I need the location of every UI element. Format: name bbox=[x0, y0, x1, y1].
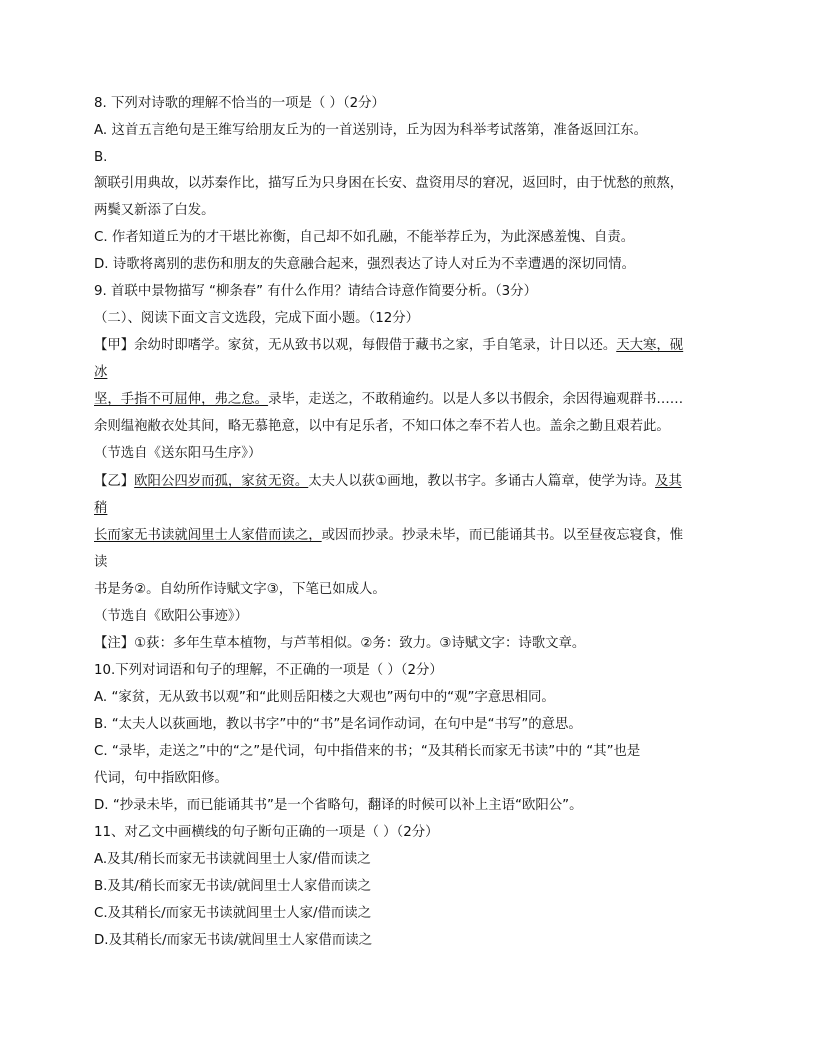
yi-source: （节选自《欧阳公事迹》） bbox=[94, 609, 248, 624]
yi-underlined-sentence-2-part1: 及其 bbox=[655, 474, 682, 489]
q8-option-d: D. 诗歌将离别的悲伤和朋友的失意融合起来，强烈表达了诗人对丘为不幸遭遇的深切同情。 bbox=[94, 257, 636, 272]
q10-stem: 10.下列对词语和句子的理解，不正确的一项是（ ）（2分） bbox=[94, 663, 443, 678]
yi-line1 bbox=[94, 472, 682, 492]
jia-source: （节选自《送东阳马生序》） bbox=[94, 446, 262, 461]
yi-underlined-sentence-1: 欧阳公四岁而孤，家贫无资。 bbox=[134, 474, 309, 489]
q10-option-b: B. “太夫人以荻画地，教以书字”中的“书”是名词作动词，在句中是“书写”的意思。 bbox=[94, 717, 582, 732]
jia-line3-text: 录毕，走送之，不敢稍逾约。以是人多以书假余，余因得遍观群书…… bbox=[268, 392, 684, 407]
yi-line3-text: 或因而抄录。抄录未毕，而已能诵其书。以至昼夜忘寝食，惟 bbox=[321, 528, 684, 543]
q8-stem: 8. 下列对诗歌的理解不恰当的一项是（ ）（2分） bbox=[94, 96, 385, 111]
q8-option-b-label: B. bbox=[94, 150, 108, 165]
yi-line5: 书是务②。自幼所作诗赋文字③，下笔已如成人。 bbox=[94, 582, 386, 597]
q10-option-c-line2: 代词，句中指欧阳修。 bbox=[94, 771, 228, 786]
q8-option-b-line2: 两鬓又新添了白发。 bbox=[94, 203, 215, 218]
q9-stem: 9. 首联中景物描写 “柳条春” 有什么作用？请结合诗意作简要分析。（3分） bbox=[94, 284, 537, 299]
jia-line1-text: 【甲】余幼时即嗜学。家贫，无从致书以观，每假借于藏书之家，手自笔录，计日以还。 bbox=[94, 338, 617, 353]
q11-stem: 11、对乙文中画横线的句子断句正确的一项是（ ）（2分） bbox=[94, 825, 439, 840]
q11-option-d: D.及其稍长/而家无书读/就闾里士人家借而读之 bbox=[94, 933, 373, 948]
jia-line3 bbox=[94, 390, 683, 410]
q8-option-b-line1: 颔联引用典故，以苏秦作比，描写丘为只身困在长安、盘资用尽的窘况，返回时，由于忧愁的煎熬， bbox=[94, 176, 684, 191]
yi-underlined-sentence-2-part3: 长而家无书读就闾里士人家借而读之， bbox=[94, 528, 322, 543]
jia-underlined-sentence-part3: 坚，手指不可屈伸，弗之怠。 bbox=[94, 392, 269, 407]
q11-option-c: C.及其稍长/而家无书读就闾里士人家/借而读之 bbox=[94, 906, 372, 921]
yi-line3 bbox=[94, 526, 683, 546]
jia-line1 bbox=[94, 336, 683, 356]
q11-option-a: A.及其/稍长而家无书读就闾里士人家/借而读之 bbox=[94, 852, 371, 867]
section2-heading: （二）、阅读下面文言文选段，完成下面小题。（12分） bbox=[94, 311, 420, 326]
q10-option-d: D. “抄录未毕，而已能诵其书”是一个省略句，翻译的时候可以补上主语“欧阳公”。 bbox=[94, 798, 583, 813]
q10-option-a: A. “家贫，无从致书以观”和“此则岳阳楼之大观也”两句中的“观”字意思相同。 bbox=[94, 690, 555, 705]
jia-underlined-sentence-part2: 冰 bbox=[94, 365, 108, 380]
yi-line4: 读 bbox=[94, 555, 108, 570]
jia-line2 bbox=[94, 363, 107, 383]
q11-option-b: B.及其/稍长而家无书读/就闾里士人家借而读之 bbox=[94, 879, 371, 894]
q8-option-a: A. 这首五言绝句是王维写给朋友丘为的一首送别诗，丘为因为科举考试落第，准备返回江东。 bbox=[94, 123, 648, 138]
yi-prefix: 【乙】 bbox=[94, 474, 135, 489]
yi-line1-text: 太夫人以荻①画地，教以书字。多诵古人篇章，使学为诗。 bbox=[308, 474, 656, 489]
q10-option-c-line1: C. “录毕，走送之”中的“之”是代词，句中指借来的书；“及其稍长而家无书读”中的 “其”也是 bbox=[94, 744, 641, 759]
q8-option-c: C. 作者知道丘为的才干堪比祢衡，自己却不如孔融，不能举荐丘为，为此深感羞愧、自责。 bbox=[94, 230, 635, 245]
yi-note: 【注】①荻：多年生草本植物，与芦苇相似。②务：致力。③诗赋文字：诗歌文章。 bbox=[94, 636, 586, 651]
yi-line2 bbox=[94, 499, 107, 519]
jia-line4: 余则缊袍敝衣处其间，略无慕艳意，以中有足乐者，不知口体之奉不若人也。盖余之勤且艰若此。 bbox=[94, 419, 670, 434]
yi-underlined-sentence-2-part2: 稍 bbox=[94, 501, 108, 516]
jia-underlined-sentence-part1: 天大寒，砚 bbox=[616, 338, 684, 353]
